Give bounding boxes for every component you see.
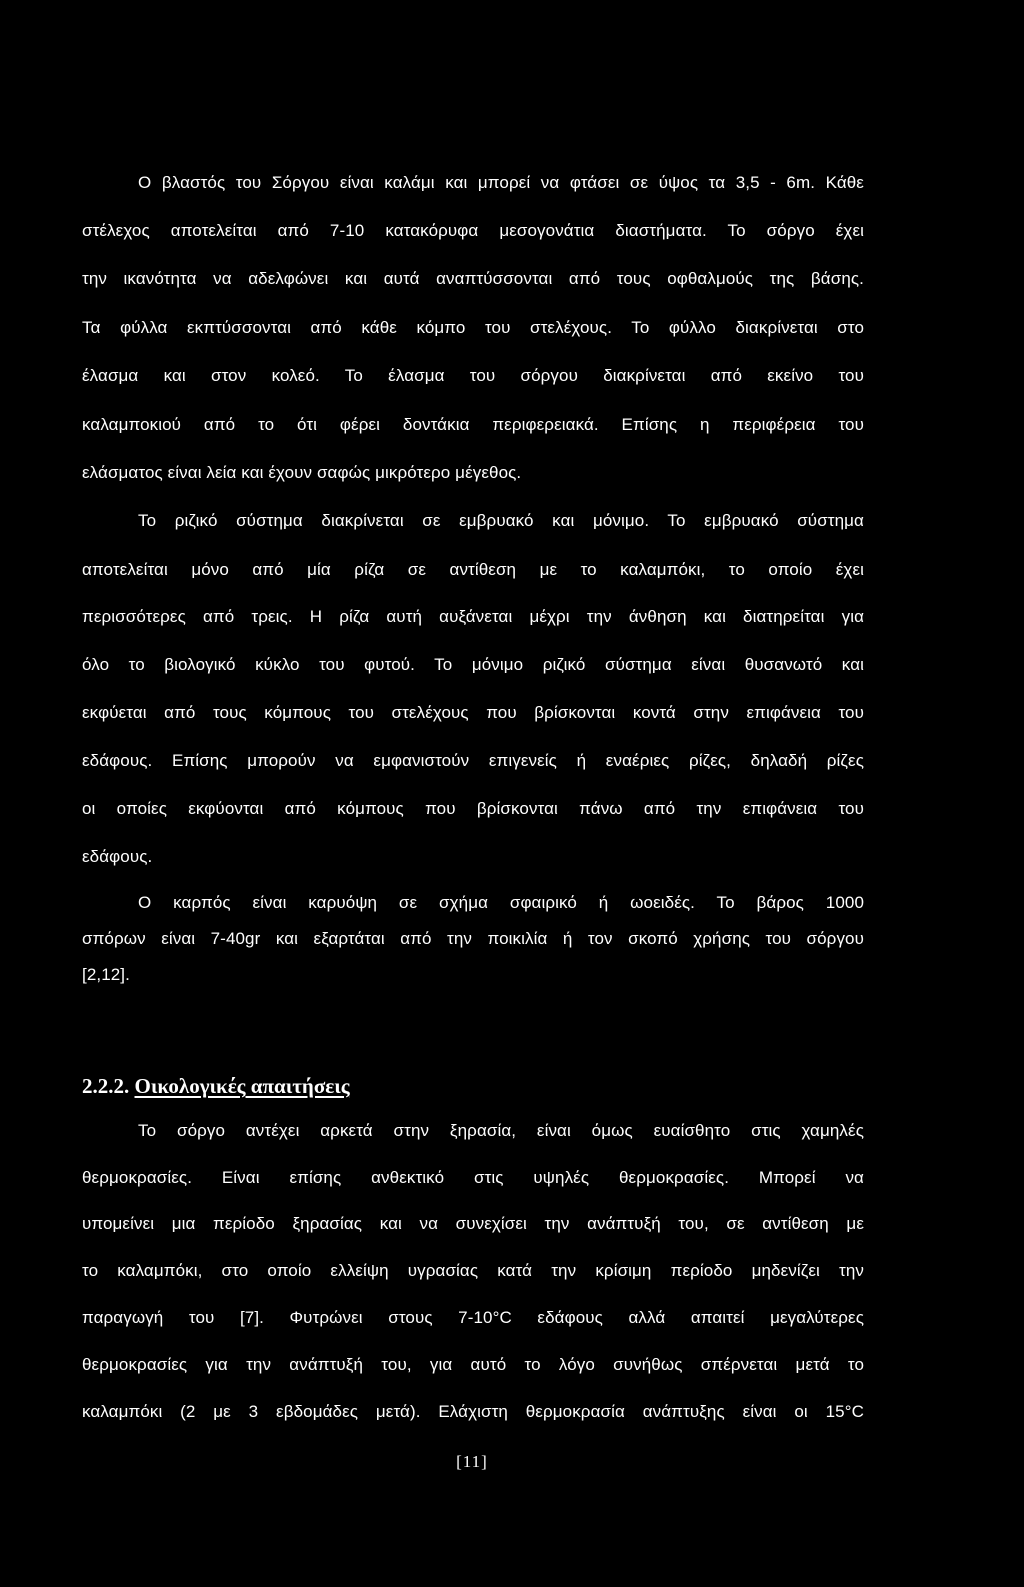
text-line: Το ριζικό σύστημα διακρίνεται σε εμβρυακό και μόνιμο. Το εμβρυακό σύστημα <box>138 511 864 530</box>
section-title: Οικολογικές απαιτήσεις <box>134 1074 350 1098</box>
text-line: Ο βλαστός του Σόργου είναι καλάμι και μπορεί να φτάσει σε ύψος τα 3,5 - 6m. Κάθε <box>138 173 864 192</box>
text-line: σπόρων είναι 7-40gr και εξαρτάται από την ποικιλία ή τον σκοπό χρήσης του σόργου <box>82 929 864 948</box>
text-line: Ο καρπός είναι καρυόψη σε σχήμα σφαιρικό ή ωοειδές. Το βάρος 1000 <box>138 893 864 912</box>
text-line: στέλεχος αποτελείται από 7-10 κατακόρυφα μεσογονάτια διαστήματα. Το σόργο έχει <box>82 221 864 240</box>
citation-line: [2,12]. <box>82 965 130 984</box>
text-line: Τα φύλλα εκπτύσσονται από κάθε κόμπο του στελέχους. Το φύλλο διακρίνεται στο <box>82 318 864 337</box>
text-line: περισσότερες από τρεις. Η ρίζα αυτή αυξάνεται μέχρι την άνθηση και διατηρείται για <box>82 607 864 626</box>
text-line: Το σόργο αντέχει αρκετά στην ξηρασία, είναι όμως ευαίσθητο στις χαμηλές <box>138 1121 864 1140</box>
page-number: [11] <box>456 1452 488 1471</box>
text-line: καλαμπόκι (2 με 3 εβδομάδες μετά). Ελάχιστη θερμοκρασία ανάπτυξης είναι οι 15°C <box>82 1402 864 1421</box>
section-number: 2.2.2. <box>82 1074 130 1098</box>
text-line: εδάφους. <box>82 847 153 866</box>
text-line: το καλαμπόκι, στο οποίο ελλείψη υγρασίας κατά την κρίσιμη περίοδο μηδενίζει την <box>82 1261 864 1280</box>
text-line: ελάσματος είναι λεία και έχουν σαφώς μικρότερο μέγεθος. <box>82 463 522 482</box>
text-line: εκφύεται από τους κόμπους του στελέχους που βρίσκονται κοντά στην επιφάνεια του <box>82 703 864 722</box>
text-line: την ικανότητα να αδελφώνει και αυτά αναπτύσσονται από τους οφθαλμούς της βάσης. <box>82 269 864 288</box>
text-line: έλασμα και στον κολεό. Το έλασμα του σόργου διακρίνεται από εκείνο του <box>82 366 864 385</box>
text-line: καλαμποκιού από το ότι φέρει δοντάκια περιφερειακά. Επίσης η περιφέρεια του <box>82 415 864 434</box>
text-line: υπομείνει μια περίοδο ξηρασίας και να συνεχίσει την ανάπτυξή του, σε αντίθεση με <box>82 1214 864 1233</box>
text-line: θερμοκρασίες για την ανάπτυξή του, για αυτό το λόγο συνήθως σπέρνεται μετά το <box>82 1355 864 1374</box>
text-line: εδάφους. Επίσης μπορούν να εμφανιστούν επιγενείς ή εναέριες ρίζες, δηλαδή ρίζες <box>82 751 864 770</box>
text-line: παραγωγή του [7]. Φυτρώνει στους 7-10°C εδάφους αλλά απαιτεί μεγαλύτερες <box>82 1308 864 1327</box>
section-heading <box>82 1074 350 1098</box>
text-line: θερμοκρασίες. Είναι επίσης ανθεκτικό στις υψηλές θερμοκρασίες. Μπορεί να <box>82 1168 864 1187</box>
text-line: όλο το βιολογικό κύκλο του φυτού. Το μόνιμο ριζικό σύστημα είναι θυσανωτό και <box>82 655 864 674</box>
text-line: αποτελείται μόνο από μία ρίζα σε αντίθεση με το καλαμπόκι, το οποίο έχει <box>82 560 864 579</box>
text-line: οι οποίες εκφύονται από κόμπους που βρίσκονται πάνω από την επιφάνεια του <box>82 799 864 818</box>
